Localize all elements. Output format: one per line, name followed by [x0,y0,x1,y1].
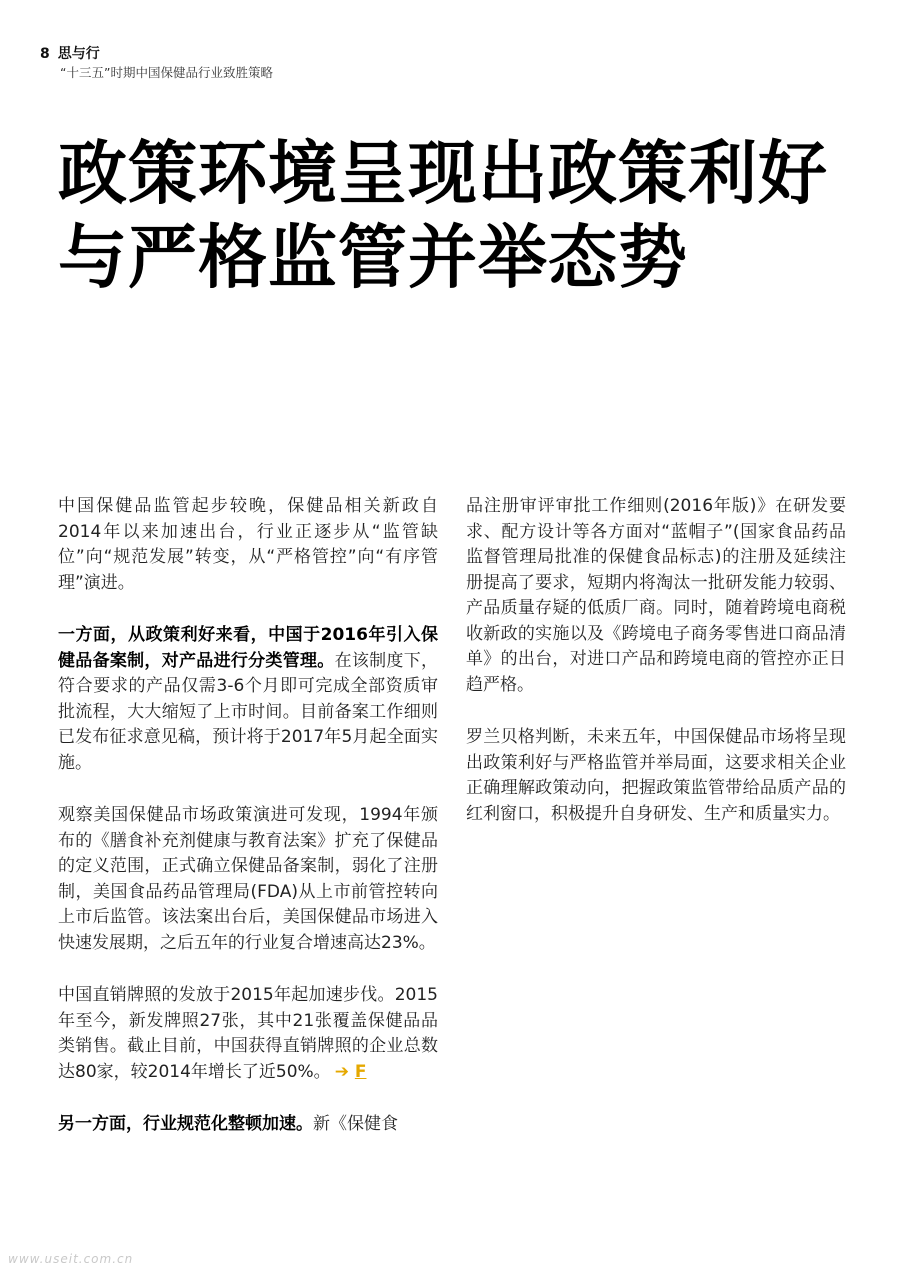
paragraph [58,623,438,776]
paragraph: 观察美国保健品市场政策演进可发现，1994年颁布的《膳食补充剂健康与教育法案》扩充了保健品的定义范围，正式确立保健品备案制，弱化了注册制，美国食品药品管理局(FDA)从上市前管控转向上市后监管。该法案出台后，美国保健品市场进入快速发展期，之后五年的行业复合增速高达23%。 [58,805,438,953]
footnote-letter: F [354,1061,367,1082]
report-subtitle: “十三五”时期中国保健品行业致胜策略 [60,65,273,80]
paragraph-body: 中国直销牌照的发放于2015年起加速步伐。2015年至今，新发牌照27张，其中21张覆盖保健品品类销售。截止目前，中国获得直销牌照的企业总数达80家，较2014年增长了近50%。 [58,985,438,1082]
title-line-1: 政策环境呈现出政策利好 [58,134,828,214]
paragraph-lead: 一方面，从政策利好来看，中国于2016年引入保健品备案制，对产品进行分类管理。 [58,625,438,671]
section-name: 思与行 [57,46,100,62]
paragraph-lead: 另一方面，行业规范化整顿加速。 [58,1114,313,1134]
paragraph-body: 新《保健食 [313,1114,398,1134]
paragraph-body: 在该制度下，符合要求的产品仅需3-6个月即可完成全部资质审批流程，大大缩短了上市时间。目前备案工作细则已发布征求意见稿，预计将于2017年5月起全面实施。 [58,650,439,773]
title-line-2: 与严格监管并举态势 [58,218,688,298]
watermark: www.useit.com.cn [8,1252,134,1266]
paragraph [58,983,438,1085]
paragraph: 罗兰贝格判断，未来五年，中国保健品市场将呈现出政策利好与严格监管并举局面，这要求相关企业正确理解政策动向，把握政策监管带给品质产品的红利窗口，积极提升自身研发、生产和质量实力。 [466,727,846,824]
header-line [40,44,273,64]
paragraph [58,1112,438,1138]
page-header [40,44,273,82]
footnote-link[interactable] [335,1062,367,1082]
paragraph: 品注册审评审批工作细则(2016年版)》在研发要求、配方设计等各方面对“蓝帽子”(国家食品药品监督管理局批准的保健食品标志)的注册及延续注册提高了要求，短期内将淘汰一批研发能力较弱、产品质量存疑的低质厂商。同时，随着跨境电商税收新政的实施以及《跨境电子商务零售进口商品清单》的出台，对进口产品和跨境电商的管控亦正日趋严格。 [466,496,846,695]
paragraph: 中国保健品监管起步较晚，保健品相关新政自2014年以来加速出台，行业正逐步从“监管缺位”向“规范发展”转变，从“严格管控”向“有序管理”演进。 [58,496,438,593]
right-column [466,494,846,854]
left-column [58,494,438,1165]
arrow-right-icon: ➔ [334,1061,349,1082]
page-number: 8 [40,46,50,62]
page-title [58,132,878,300]
